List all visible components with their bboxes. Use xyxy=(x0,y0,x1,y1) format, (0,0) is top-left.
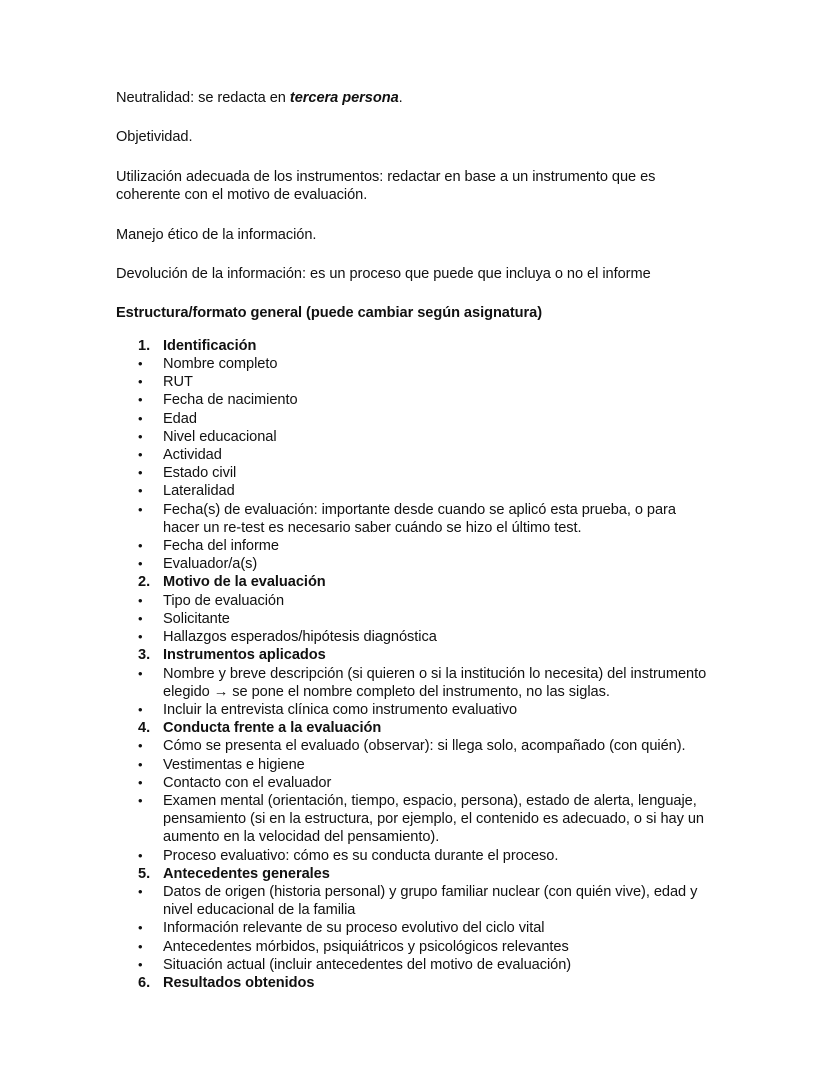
list-bullet-marker: • xyxy=(138,428,143,444)
outline-item-text: Fecha del informe xyxy=(163,538,279,555)
outline-item-text: Cómo se presenta el evaluado (observar): si llega solo, acompañado (con quién). xyxy=(163,738,686,755)
outline-bulleted-item xyxy=(116,355,708,373)
list-bullet-marker: • xyxy=(138,883,143,899)
outline-bulleted-item xyxy=(116,555,708,573)
outline-item-text: Actividad xyxy=(163,447,222,464)
list-bullet-marker: • xyxy=(138,374,143,390)
list-bullet-marker: • xyxy=(138,774,143,790)
list-number-marker: 5. xyxy=(138,865,151,882)
outline-item-text: Tipo de evaluación xyxy=(163,592,285,609)
list-bullet-marker: • xyxy=(138,483,143,499)
paragraph-utilizacion-instrumentos: Utilización adecuada de los instrumentos: redactar en base a un instrumento que es coherente con el motivo de evaluación. xyxy=(116,168,656,204)
outline-item-text: Estado civil xyxy=(163,465,237,482)
outline-bulleted-item xyxy=(116,592,708,610)
outline-bulleted-item xyxy=(116,446,708,464)
outline-bulleted-item xyxy=(116,956,708,974)
outline-item-text: Contacto con el evaluador xyxy=(163,774,332,791)
outline-bulleted-item xyxy=(116,628,708,646)
list-bullet-marker: • xyxy=(138,592,143,608)
outline-numbered-item xyxy=(116,337,708,355)
outline-item-text: Proceso evaluativo: cómo es su conducta durante el proceso. xyxy=(163,847,559,864)
outline-item-text: Fecha(s) de evaluación: importante desde cuando se aplicó esta prueba, o para hacer un re-test es necesario saber cuándo se hizo el último test. xyxy=(163,501,676,536)
outline-item-text: Vestimentas e higiene xyxy=(163,756,305,773)
outline-bulleted-item xyxy=(116,373,708,391)
outline-item-text: Fecha de nacimiento xyxy=(163,392,298,409)
outline-list xyxy=(116,337,708,992)
outline-item-text: Examen mental (orientación, tiempo, espacio, persona), estado de alerta, lenguaje, pensamiento (si en la estructura, por ejemplo, el contenido es adecuado, o si hay un aumento en la velocidad del pensamiento). xyxy=(163,792,704,846)
paragraph-neutralidad xyxy=(116,89,708,107)
list-bullet-marker: • xyxy=(138,792,143,808)
list-bullet-marker: • xyxy=(138,756,143,772)
list-bullet-marker: • xyxy=(138,556,143,572)
outline-item-text: Solicitante xyxy=(163,610,230,627)
list-bullet-marker: • xyxy=(138,538,143,554)
list-number-marker: 4. xyxy=(138,720,151,737)
outline-item-text: Edad xyxy=(163,410,197,427)
list-bullet-marker: • xyxy=(138,665,143,681)
outline-item-text: Motivo de la evaluación xyxy=(163,574,326,591)
outline-numbered-item xyxy=(116,719,708,737)
outline-item-text: Conducta frente a la evaluación xyxy=(163,720,382,737)
list-number-marker: 1. xyxy=(138,337,151,354)
outline-bulleted-item xyxy=(116,610,708,628)
outline-bulleted-item xyxy=(116,792,708,847)
outline-bulleted-item xyxy=(116,883,708,919)
list-number-marker: 6. xyxy=(138,974,151,991)
list-bullet-marker: • xyxy=(138,410,143,426)
outline-bulleted-item xyxy=(116,701,708,719)
section-heading-estructura: Estructura/formato general (puede cambiar según asignatura) xyxy=(116,305,543,322)
outline-item-text: Nombre y breve descripción (si quieren o si la institución lo necesita) del instrumento elegido → se pone el nombre completo del instrumento, no las siglas. xyxy=(163,665,707,700)
outline-item-text: Información relevante de su proceso evolutivo del ciclo vital xyxy=(163,920,545,937)
outline-item-text: Hallazgos esperados/hipótesis diagnóstica xyxy=(163,629,437,646)
paragraph-neutralidad-tail: . xyxy=(398,90,403,106)
outline-item-text: Resultados obtenidos xyxy=(163,974,315,991)
paragraph-objetividad: Objetividad. xyxy=(116,129,193,146)
outline-item-text: RUT xyxy=(163,374,193,391)
list-bullet-marker: • xyxy=(138,610,143,626)
outline-item-text: Antecedentes mórbidos, psiquiátricos y psicológicos relevantes xyxy=(163,938,569,955)
list-bullet-marker: • xyxy=(138,738,143,754)
list-bullet-marker: • xyxy=(138,920,143,936)
paragraph-devolucion: Devolución de la información: es un proceso que puede que incluya o no el informe xyxy=(116,266,651,283)
outline-bulleted-item xyxy=(116,501,708,537)
outline-numbered-item xyxy=(116,646,708,664)
outline-item-text: Lateralidad xyxy=(163,483,235,500)
list-bullet-marker: • xyxy=(138,392,143,408)
paragraph-neutralidad-lead: Neutralidad: se redacta en xyxy=(116,90,290,106)
outline-bulleted-item xyxy=(116,410,708,428)
list-number-marker: 2. xyxy=(138,574,151,591)
outline-numbered-item xyxy=(116,974,708,992)
outline-bulleted-item xyxy=(116,464,708,482)
outline-bulleted-item xyxy=(116,938,708,956)
list-bullet-marker: • xyxy=(138,938,143,954)
outline-bulleted-item xyxy=(116,428,708,446)
outline-item-text: Nombre completo xyxy=(163,356,278,373)
outline-bulleted-item xyxy=(116,774,708,792)
document-body xyxy=(116,89,708,992)
outline-bulleted-item xyxy=(116,482,708,500)
outline-item-text: Nivel educacional xyxy=(163,428,277,445)
list-bullet-marker: • xyxy=(138,847,143,863)
outline-bulleted-item xyxy=(116,756,708,774)
list-bullet-marker: • xyxy=(138,465,143,481)
outline-item-text: Situación actual (incluir antecedentes del motivo de evaluación) xyxy=(163,956,572,973)
outline-item-text: Incluir la entrevista clínica como instrumento evaluativo xyxy=(163,701,518,718)
outline-bulleted-item xyxy=(116,919,708,937)
list-number-marker: 3. xyxy=(138,647,151,664)
outline-item-text: Instrumentos aplicados xyxy=(163,647,326,664)
outline-numbered-item xyxy=(116,573,708,591)
outline-item-text: Datos de origen (historia personal) y grupo familiar nuclear (con quién vive), edad y nivel educacional de la familia xyxy=(163,883,698,919)
list-bullet-marker: • xyxy=(138,356,143,372)
outline-bulleted-item xyxy=(116,847,708,865)
outline-item-text: Antecedentes generales xyxy=(163,865,330,882)
list-bullet-marker: • xyxy=(138,956,143,972)
outline-bulleted-item xyxy=(116,391,708,409)
paragraph-neutralidad-emphasis: tercera persona xyxy=(289,90,399,106)
list-bullet-marker: • xyxy=(138,447,143,463)
outline-item-text: Evaluador/a(s) xyxy=(163,556,258,573)
list-bullet-marker: • xyxy=(138,501,143,517)
outline-bulleted-item xyxy=(116,665,708,701)
outline-bulleted-item xyxy=(116,737,708,755)
list-bullet-marker: • xyxy=(138,701,143,717)
outline-numbered-item xyxy=(116,865,708,883)
outline-item-text: Identificación xyxy=(163,337,257,354)
outline-bulleted-item xyxy=(116,537,708,555)
paragraph-manejo-etico: Manejo ético de la información. xyxy=(116,226,317,243)
list-bullet-marker: • xyxy=(138,629,143,645)
